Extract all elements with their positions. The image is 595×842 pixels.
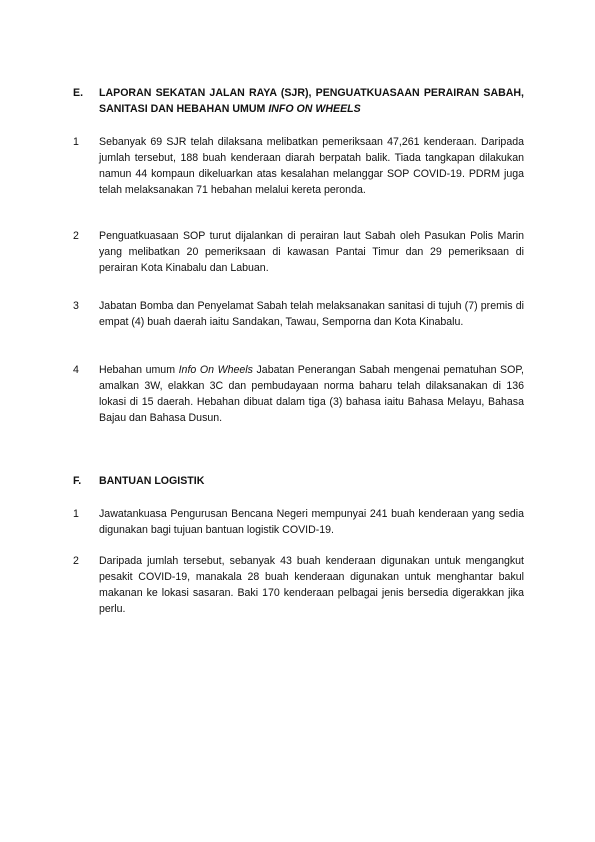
paragraph-number: 2 bbox=[73, 555, 79, 567]
paragraph-text: Jawatankuasa Pengurusan Bencana Negeri mempunyai 241 buah kenderaan yang sedia digunakan bagi tujuan bantuan logistik COVID-19. bbox=[99, 508, 524, 536]
paragraph-number: 2 bbox=[73, 230, 79, 242]
paragraph-number: 4 bbox=[73, 364, 79, 376]
section-f-title: BANTUAN LOGISTIK bbox=[99, 475, 205, 487]
paragraph-text bbox=[99, 362, 524, 426]
paragraph-number: 1 bbox=[73, 136, 79, 148]
section-e-title-italic: INFO ON WHEELS bbox=[268, 103, 361, 115]
paragraph-text: Daripada jumlah tersebut, sebanyak 43 buah kenderaan digunakan untuk mengangkut pesakit COVID-19, manakala 28 buah kenderaan digunakan untuk menghantar bakul makanan ke lokasi sasaran. Baki 170 kenderaan pelbagai jenis bersedia digerakkan jika perlu. bbox=[99, 555, 524, 615]
paragraph-text-before: Hebahan umum bbox=[99, 364, 179, 376]
section-e-title-main: LAPORAN SEKATAN JALAN RAYA (SJR), PENGUATKUASAAN PERAIRAN SABAH, SANITASI DAN HEBAHAN UMUM bbox=[99, 87, 524, 115]
paragraph-text-italic: Info On Wheels bbox=[178, 364, 253, 376]
paragraph-number: 3 bbox=[73, 300, 79, 312]
paragraph-text: Jabatan Bomba dan Penyelamat Sabah telah melaksanakan sanitasi di tujuh (7) premis di empat (4) buah daerah iaitu Sandakan, Tawau, Semporna dan Kota Kinabalu. bbox=[99, 300, 524, 328]
paragraph-text: Penguatkuasaan SOP turut dijalankan di perairan laut Sabah oleh Pasukan Polis Marin yang melibatkan 20 pemeriksaan di kawasan Pantai Timur dan 29 pemeriksaan di perairan Kota Kinabalu dan Labuan. bbox=[99, 230, 524, 274]
paragraph-number: 1 bbox=[73, 508, 79, 520]
section-e-letter: E. bbox=[73, 87, 84, 99]
section-f-letter: F. bbox=[73, 475, 82, 487]
section-e-title bbox=[99, 85, 524, 117]
paragraph-text: Sebanyak 69 SJR telah dilaksana melibatkan pemeriksaan 47,261 kenderaan. Daripada jumlah tersebut, 188 buah kenderaan diarah berpatah balik. Tiada tangkapan dilakukan namun 44 kompaun dikeluarkan atas kesalahan melanggar SOP COVID-19. PDRM juga telah melaksanakan 71 hebahan melalui kereta peronda. bbox=[99, 136, 524, 196]
paragraph-text-after: Jabatan Penerangan Sabah mengenai pematuhan SOP, amalkan 3W, elakkan 3C dan pembudayaan norma baharu telah dilaksanakan di 136 lokasi di 15 daerah. Hebahan dibuat dalam tiga (3) bahasa iaitu Bahasa Melayu, Bahasa Bajau dan Bahasa Dusun. bbox=[99, 364, 524, 424]
